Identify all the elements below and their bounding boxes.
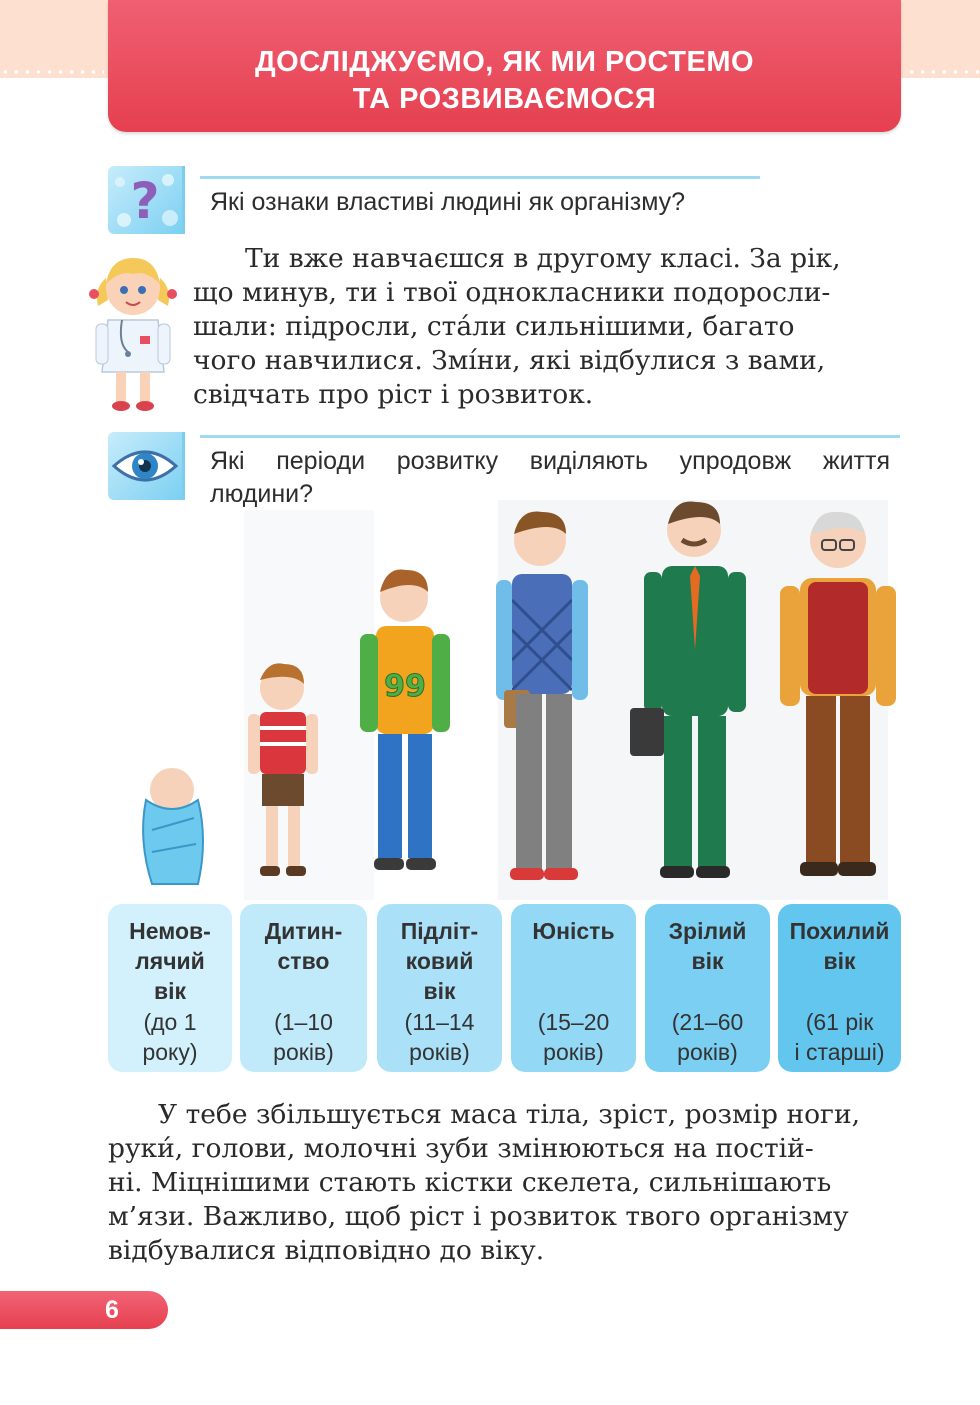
stage-card-youth <box>511 904 636 1072</box>
decorative-dots-right <box>906 70 980 74</box>
body-line-1: У тебе збільшується маса тіла, зріст, розмір ноги, <box>158 1099 861 1130</box>
question-1-text: Які ознаки властиві людині як організму? <box>210 188 686 216</box>
stage-age-range: (15–20 років) <box>537 1009 610 1065</box>
stage-name: Юність <box>532 918 615 944</box>
stage-name: Підліт- ковий вік <box>400 918 479 1004</box>
section-title-line-2: ТА РОЗВИВАЄМОСЯ <box>352 83 657 115</box>
section-title-line-1: ДОСЛІДЖУЄМО, ЯК МИ РОСТЕМО <box>254 46 755 78</box>
stage-age-range: (1–10 років) <box>273 1009 334 1065</box>
body-paragraph <box>108 1098 901 1268</box>
svg-text:?: ? <box>130 172 160 230</box>
stage-card-adulthood <box>645 904 770 1072</box>
body-line-5: відбувалися відповідно до віку. <box>108 1235 545 1266</box>
age-stage-cards <box>108 904 901 1072</box>
age-stages-illustration <box>108 500 908 900</box>
intro-line-3: шали: підросли, ста́ли сильнішими, багато <box>193 311 795 342</box>
stage-age-range: (21–60 років) <box>671 1009 744 1065</box>
body-line-4: м’язи. Важливо, щоб ріст і розвиток твого організму <box>108 1201 849 1232</box>
stage-age-range: (61 рік і старші) <box>794 1009 885 1065</box>
question-2-line-2: людини? <box>210 480 314 508</box>
page-number-tab <box>0 1291 168 1329</box>
baby-figure <box>143 768 203 884</box>
intro-line-2: що минув, ти і твої однокласники подоросли- <box>193 277 831 308</box>
intro-line-1: Ти вже навчаєшся в другому класі. За рік, <box>245 243 841 274</box>
question-2-line-1: Які періоди розвитку виділяють упродовж життя <box>210 447 890 475</box>
section-title <box>108 44 901 118</box>
stage-name: Зрілий вік <box>668 918 747 974</box>
stage-card-infancy <box>108 904 232 1072</box>
question-mark-icon <box>108 166 185 234</box>
intro-line-4: чого навчилися. Змі́ни, які відбулися з вами, <box>193 345 826 376</box>
girl-doctor-illustration <box>84 248 182 416</box>
body-line-2: руки́, голови, молочні зуби змінюються на постій- <box>108 1133 814 1164</box>
stage-card-childhood <box>240 904 367 1072</box>
stage-name: Немов- лячий вік <box>129 918 211 1004</box>
stage-name: Дитин- ство <box>264 918 343 974</box>
eye-icon <box>108 432 185 500</box>
stage-age-range: (11–14 років) <box>404 1009 475 1065</box>
decorative-dots-left <box>0 70 104 74</box>
stage-card-old-age <box>778 904 901 1072</box>
svg-text:99: 99 <box>384 669 426 704</box>
stage-card-adolescence <box>377 904 502 1072</box>
section-header <box>108 0 901 132</box>
page-number: 6 <box>105 1296 119 1324</box>
question-divider-1 <box>200 176 760 179</box>
body-line-3: ні. Міцнішими стають кістки скелета, сильнішають <box>108 1167 832 1198</box>
intro-line-5: свідчать про ріст і розвиток. <box>193 379 594 410</box>
intro-paragraph <box>193 242 901 412</box>
stage-name: Похилий вік <box>789 918 890 974</box>
stage-age-range: (до 1 року) <box>142 1009 198 1065</box>
question-divider-2 <box>200 435 900 438</box>
